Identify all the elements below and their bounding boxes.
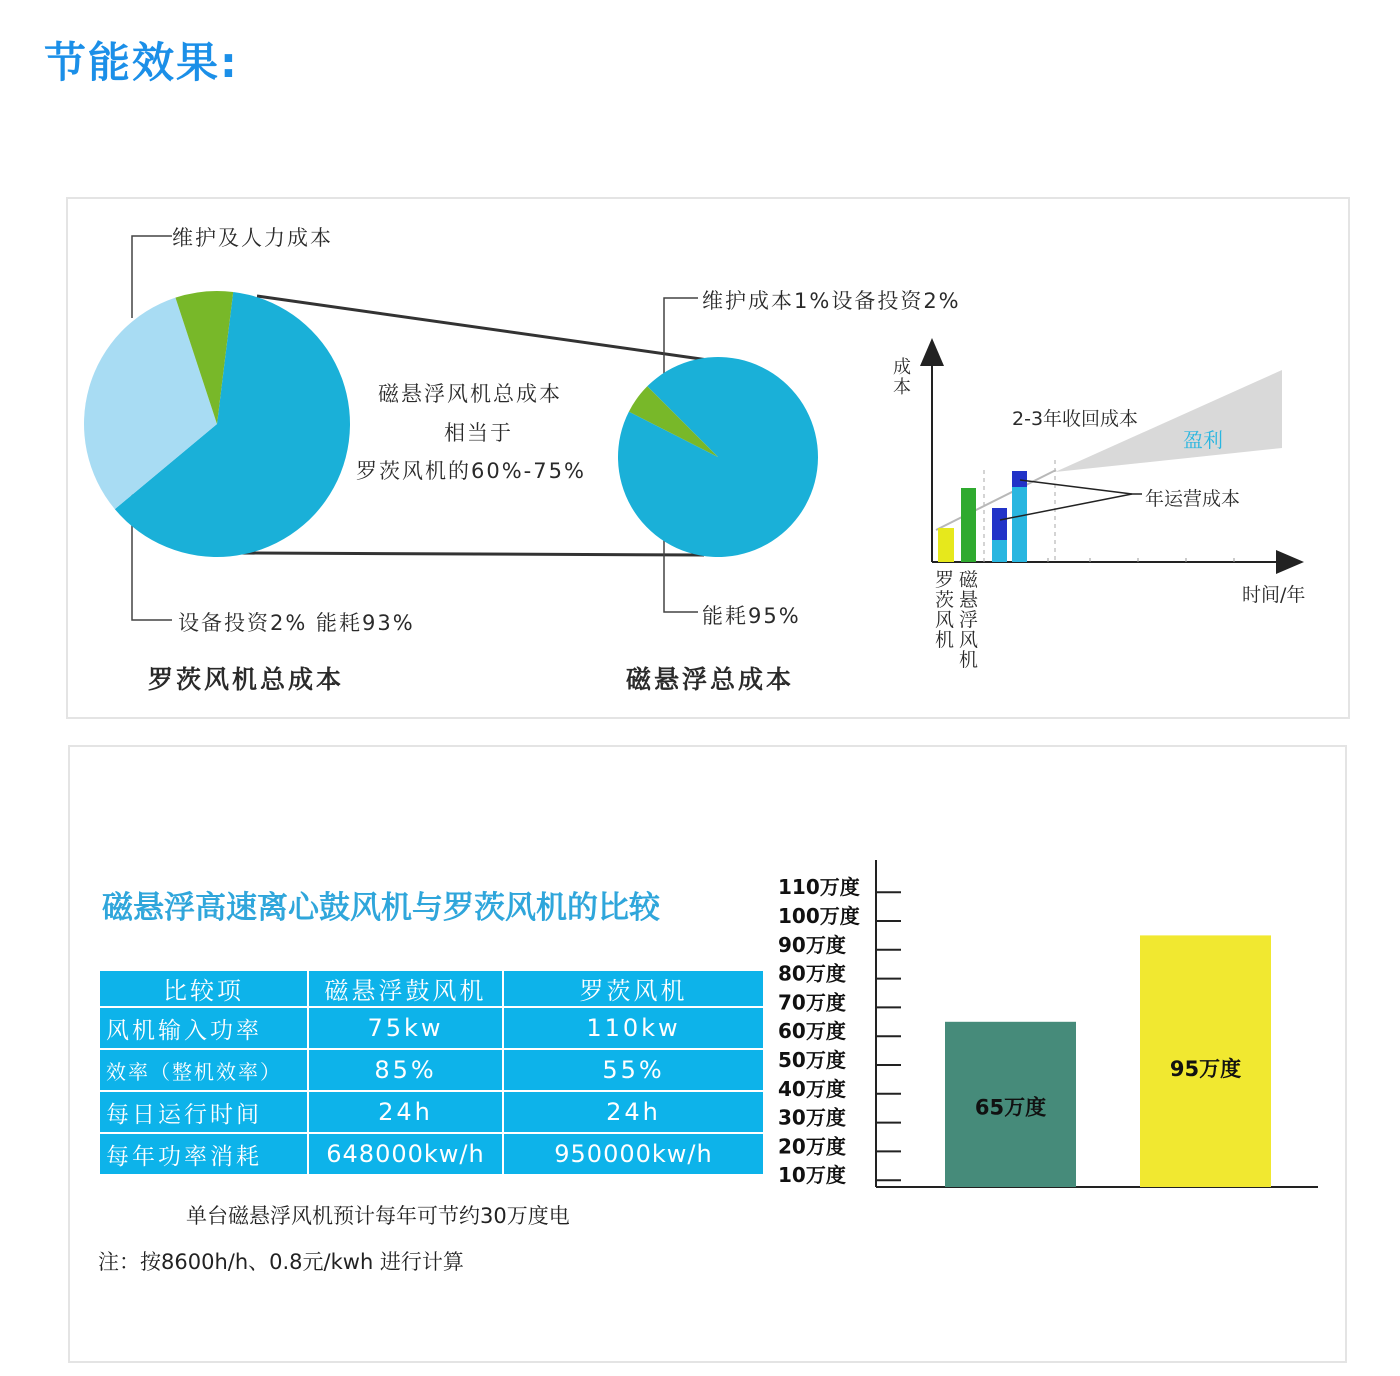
table-row <box>99 1091 764 1133</box>
comparison-title: 磁悬浮高速离心鼓风机与罗茨风机的比较 <box>102 890 660 926</box>
header-luoci: 罗茨风机 <box>503 970 764 1007</box>
payback-period-label: 2-3年收回成本 <box>1012 408 1139 430</box>
y-tick-label: 70万度 <box>778 990 846 1015</box>
bar-data-label: 65万度 <box>974 1095 1047 1120</box>
bar-maglev-initial <box>961 488 976 562</box>
row-luoci-value: 24h <box>503 1091 764 1133</box>
bar-maglev-op-top-2 <box>1012 471 1027 487</box>
caption-maglev-total-cost: 磁悬浮总成本 <box>626 665 795 694</box>
y-tick-label: 110万度 <box>778 875 860 900</box>
annual-op-cost-label: 年运营成本 <box>1145 488 1241 510</box>
middle-text-line-1: 磁悬浮风机总成本 <box>378 382 562 406</box>
payback-x-label: 时间/年 <box>1242 584 1306 606</box>
saving-note: 单台磁悬浮风机预计每年可节约30万度电 <box>186 1204 570 1228</box>
payback-y-label: 成本 <box>893 357 911 398</box>
row-maglev-value: 85% <box>308 1049 503 1091</box>
y-tick-label: 90万度 <box>778 932 846 957</box>
label-left-equipment-energy: 设备投资2% 能耗93% <box>178 611 415 635</box>
comparison-table <box>98 969 765 1176</box>
row-label: 风机输入功率 <box>99 1007 308 1049</box>
y-tick-label: 100万度 <box>778 904 860 928</box>
label-maintenance-labor: 维护及人力成本 <box>172 226 333 250</box>
pie-luoci <box>84 291 350 557</box>
row-luoci-value: 950000kw/h <box>503 1133 764 1175</box>
payback-category-maglev: 磁悬浮风机 <box>959 569 979 671</box>
y-tick-label: 10万度 <box>778 1163 846 1188</box>
y-tick-label: 30万度 <box>778 1105 846 1130</box>
table-row <box>99 1007 764 1049</box>
bar-maglev-op-base-2 <box>1012 487 1027 562</box>
pie-maglev <box>618 357 818 557</box>
caption-luoci-total-cost: 罗茨风机总成本 <box>148 665 345 694</box>
table-row <box>99 1049 764 1091</box>
op-cost-pointer-1 <box>1020 480 1132 494</box>
page-title: 节能效果: <box>44 38 239 87</box>
header-compare-item: 比较项 <box>99 970 308 1007</box>
bar-maglev-op-top-1 <box>992 508 1007 540</box>
row-maglev-value: 75kw <box>308 1007 503 1049</box>
label-right-energy: 能耗95% <box>702 604 801 628</box>
bar-maglev-op-base-1 <box>992 540 1007 562</box>
label-right-maintenance-equipment: 维护成本1%设备投资2% <box>702 289 961 313</box>
header-maglev: 磁悬浮鼓风机 <box>308 970 503 1007</box>
profit-label: 盈利 <box>1183 428 1223 452</box>
row-label: 每年功率消耗 <box>99 1133 308 1175</box>
pie-slice-0 <box>618 357 818 557</box>
row-luoci-value: 55% <box>503 1049 764 1091</box>
payback-category-luoci: 罗茨风机 <box>935 569 955 651</box>
bar-luoci-cost <box>938 528 954 562</box>
bar-data-label: 95万度 <box>1169 1056 1242 1081</box>
middle-text-line-2: 相当于 <box>444 421 513 445</box>
row-maglev-value: 24h <box>308 1091 503 1133</box>
calc-note: 注：按8600h/h、0.8元/kwh 进行计算 <box>98 1250 464 1274</box>
energy-bar-chart <box>760 840 1340 1210</box>
table-row <box>99 1133 764 1175</box>
y-tick-label: 80万度 <box>778 961 846 986</box>
row-luoci-value: 110kw <box>503 1007 764 1049</box>
y-tick-label: 20万度 <box>778 1134 846 1159</box>
y-tick-label: 60万度 <box>778 1019 846 1044</box>
middle-text-line-3: 罗茨风机的60%-75% <box>356 459 586 483</box>
pie-connector-bottom <box>240 553 704 555</box>
row-label: 效率（整机效率） <box>99 1049 308 1091</box>
y-tick-label: 50万度 <box>778 1048 846 1072</box>
y-tick-label: 40万度 <box>778 1076 846 1101</box>
table-header-row <box>99 970 764 1007</box>
row-maglev-value: 648000kw/h <box>308 1133 503 1175</box>
row-label: 每日运行时间 <box>99 1091 308 1133</box>
